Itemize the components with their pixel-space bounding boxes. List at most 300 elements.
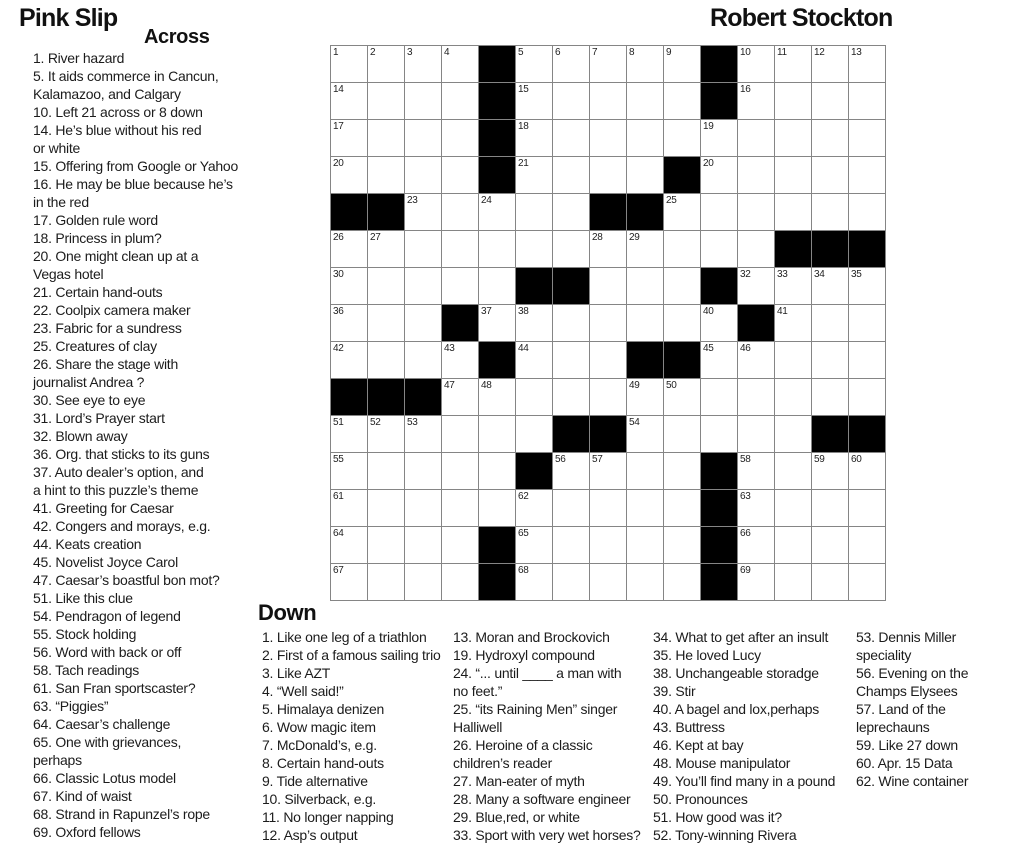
across-clue-line: 63. “Piggies” — [33, 698, 109, 714]
grid-cell[interactable] — [368, 157, 404, 193]
grid-cell[interactable] — [331, 564, 367, 600]
cell-number: 44 — [518, 343, 529, 354]
grid-cell[interactable] — [405, 490, 441, 526]
grid-cell[interactable] — [738, 46, 774, 82]
grid-cell[interactable] — [664, 490, 700, 526]
grid-cell[interactable] — [701, 416, 737, 452]
grid-cell[interactable] — [738, 527, 774, 563]
down-clue-line: 59. Like 27 down — [856, 737, 958, 753]
cell-number: 12 — [814, 47, 825, 58]
grid-cell[interactable] — [775, 416, 811, 452]
cell-number: 54 — [629, 417, 640, 428]
grid-cell[interactable] — [405, 46, 441, 82]
grid-cell[interactable] — [627, 564, 663, 600]
grid-cell[interactable] — [405, 83, 441, 119]
across-clue-line: 65. One with grievances, — [33, 734, 182, 750]
cell-number: 53 — [407, 417, 418, 428]
grid-cell[interactable] — [405, 120, 441, 156]
grid-cell[interactable] — [405, 416, 441, 452]
cell-number: 67 — [333, 565, 344, 576]
grid-cell[interactable] — [442, 268, 478, 304]
cell-number: 66 — [740, 528, 751, 539]
across-clue-line: 45. Novelist Joyce Carol — [33, 554, 178, 570]
grid-cell[interactable] — [627, 83, 663, 119]
grid-cell[interactable] — [553, 194, 589, 230]
across-clue-line: 47. Caesar’s boastful bon mot? — [33, 572, 220, 588]
across-clue-line: a hint to this puzzle’s theme — [33, 482, 199, 498]
grid-cell[interactable] — [331, 46, 367, 82]
down-clue-line: 39. Stir — [653, 683, 696, 699]
grid-cell[interactable] — [590, 342, 626, 378]
grid-cell[interactable] — [812, 453, 848, 489]
grid-cell[interactable] — [368, 305, 404, 341]
cell-number: 59 — [814, 454, 825, 465]
black-cell — [516, 453, 552, 489]
black-cell — [479, 120, 515, 156]
grid-cell[interactable] — [664, 305, 700, 341]
grid-cell[interactable] — [368, 564, 404, 600]
grid-cell[interactable] — [849, 83, 885, 119]
cell-number: 24 — [481, 195, 492, 206]
grid-cell[interactable] — [553, 379, 589, 415]
down-clue-line: 46. Kept at bay — [653, 737, 744, 753]
across-clue-line: or white — [33, 140, 81, 156]
grid-cell[interactable] — [331, 120, 367, 156]
grid-cell[interactable] — [331, 268, 367, 304]
grid-cell[interactable] — [775, 453, 811, 489]
grid-cell[interactable] — [590, 564, 626, 600]
grid-cell[interactable] — [627, 120, 663, 156]
across-clue-line: 22. Coolpix camera maker — [33, 302, 191, 318]
grid-cell[interactable] — [849, 120, 885, 156]
cell-number: 17 — [333, 121, 344, 132]
down-clue-line: 38. Unchangeable storadge — [653, 665, 819, 681]
grid-cell[interactable] — [664, 231, 700, 267]
grid-cell[interactable] — [849, 490, 885, 526]
grid-cell[interactable] — [701, 194, 737, 230]
grid-cell[interactable] — [405, 564, 441, 600]
grid-cell[interactable] — [553, 564, 589, 600]
grid-cell[interactable] — [331, 490, 367, 526]
grid-cell[interactable] — [738, 120, 774, 156]
across-clue-line: journalist Andrea ? — [33, 374, 145, 390]
grid-cell[interactable] — [627, 490, 663, 526]
grid-cell[interactable] — [442, 157, 478, 193]
grid-cell[interactable] — [738, 416, 774, 452]
grid-cell[interactable] — [812, 527, 848, 563]
grid-cell[interactable] — [442, 453, 478, 489]
cell-number: 14 — [333, 84, 344, 95]
across-clue-line: 14. He’s blue without his red — [33, 122, 202, 138]
grid-cell[interactable] — [775, 490, 811, 526]
puzzle-author: Robert Stockton — [710, 4, 893, 32]
across-clue-line: 17. Golden rule word — [33, 212, 158, 228]
down-clue-line: 27. Man-eater of myth — [453, 773, 585, 789]
across-clue-line: 41. Greeting for Caesar — [33, 500, 174, 516]
black-cell — [775, 231, 811, 267]
grid-cell[interactable] — [368, 120, 404, 156]
cell-number: 55 — [333, 454, 344, 465]
grid-cell[interactable] — [331, 342, 367, 378]
grid-cell[interactable] — [553, 490, 589, 526]
across-clue-line: 31. Lord’s Prayer start — [33, 410, 165, 426]
grid-cell[interactable] — [553, 305, 589, 341]
down-clue-line: 8. Certain hand-outs — [262, 755, 384, 771]
cell-number: 50 — [666, 380, 677, 391]
grid-cell[interactable] — [331, 231, 367, 267]
cell-number: 19 — [703, 121, 714, 132]
grid-cell[interactable] — [812, 490, 848, 526]
grid-cell[interactable] — [849, 194, 885, 230]
grid-cell[interactable] — [701, 379, 737, 415]
cell-number: 52 — [370, 417, 381, 428]
grid-cell[interactable] — [627, 231, 663, 267]
grid-cell[interactable] — [627, 305, 663, 341]
grid-cell[interactable] — [331, 157, 367, 193]
cell-number: 48 — [481, 380, 492, 391]
grid-cell[interactable] — [553, 231, 589, 267]
grid-cell[interactable] — [479, 268, 515, 304]
cell-number: 35 — [851, 269, 862, 280]
grid-cell[interactable] — [368, 416, 404, 452]
grid-cell[interactable] — [738, 342, 774, 378]
across-clue-line: 1. River hazard — [33, 50, 125, 66]
grid-cell[interactable] — [775, 527, 811, 563]
grid-cell[interactable] — [516, 157, 552, 193]
across-clue-line: 16. He may be blue because he’s — [33, 176, 233, 192]
grid-cell[interactable] — [664, 564, 700, 600]
across-clue-line: 42. Congers and morays, e.g. — [33, 518, 211, 534]
grid-cell[interactable] — [627, 268, 663, 304]
grid-cell[interactable] — [553, 527, 589, 563]
grid-cell[interactable] — [664, 120, 700, 156]
grid-cell[interactable] — [442, 120, 478, 156]
grid-cell[interactable] — [812, 194, 848, 230]
grid-cell[interactable] — [849, 379, 885, 415]
black-cell — [368, 194, 404, 230]
grid-cell[interactable] — [664, 268, 700, 304]
cell-number: 61 — [333, 491, 344, 502]
grid-cell[interactable] — [849, 527, 885, 563]
grid-cell[interactable] — [516, 194, 552, 230]
across-clue-line: Vegas hotel — [33, 266, 104, 282]
down-clue-column-1 — [262, 628, 452, 844]
grid-cell[interactable] — [553, 83, 589, 119]
black-cell — [701, 490, 737, 526]
grid-cell[interactable] — [442, 379, 478, 415]
cell-number: 68 — [518, 565, 529, 576]
down-clue-line: 4. “Well said!” — [262, 683, 344, 699]
cell-number: 20 — [333, 158, 344, 169]
across-clue-line: 64. Caesar’s challenge — [33, 716, 171, 732]
grid-cell[interactable] — [627, 46, 663, 82]
grid-cell[interactable] — [405, 305, 441, 341]
down-clue-line: 33. Sport with very wet horses? — [453, 827, 641, 843]
grid-cell[interactable] — [701, 157, 737, 193]
grid-cell[interactable] — [664, 527, 700, 563]
grid-cell[interactable] — [553, 157, 589, 193]
grid-cell[interactable] — [849, 342, 885, 378]
black-cell — [479, 564, 515, 600]
grid-cell[interactable] — [516, 416, 552, 452]
grid-cell[interactable] — [812, 157, 848, 193]
cell-number: 42 — [333, 343, 344, 354]
down-clue-line: 13. Moran and Brockovich — [453, 629, 610, 645]
grid-cell[interactable] — [775, 83, 811, 119]
grid-cell[interactable] — [849, 305, 885, 341]
down-clue-line: Champs Elysees — [856, 683, 958, 699]
grid-cell[interactable] — [479, 194, 515, 230]
grid-cell[interactable] — [331, 527, 367, 563]
grid-cell[interactable] — [516, 564, 552, 600]
grid-cell[interactable] — [664, 416, 700, 452]
grid-cell[interactable] — [849, 453, 885, 489]
black-cell — [812, 416, 848, 452]
across-clue-line: 30. See eye to eye — [33, 392, 146, 408]
across-clue-line: 61. San Fran sportscaster? — [33, 680, 196, 696]
grid-cell[interactable] — [479, 305, 515, 341]
grid-cell[interactable] — [516, 490, 552, 526]
across-clue-line: 18. Princess in plum? — [33, 230, 162, 246]
grid-cell[interactable] — [627, 157, 663, 193]
down-clue-line: children’s reader — [453, 755, 552, 771]
down-clue-column-3 — [653, 628, 853, 844]
across-clue-line: 25. Creatures of clay — [33, 338, 157, 354]
across-clue-line: 36. Org. that sticks to its guns — [33, 446, 210, 462]
grid-cell[interactable] — [553, 120, 589, 156]
black-cell — [664, 342, 700, 378]
across-clue-line: 15. Offering from Google or Yahoo — [33, 158, 238, 174]
grid-cell[interactable] — [590, 120, 626, 156]
grid-cell[interactable] — [405, 194, 441, 230]
grid-cell[interactable] — [368, 527, 404, 563]
grid-cell[interactable] — [516, 120, 552, 156]
grid-cell[interactable] — [516, 379, 552, 415]
black-cell — [405, 379, 441, 415]
grid-cell[interactable] — [479, 379, 515, 415]
grid-cell[interactable] — [590, 83, 626, 119]
grid-cell[interactable] — [775, 46, 811, 82]
grid-cell[interactable] — [516, 231, 552, 267]
grid-cell[interactable] — [627, 379, 663, 415]
down-clue-line: no feet.” — [453, 683, 503, 699]
across-clue-line: 20. One might clean up at a — [33, 248, 199, 264]
grid-cell[interactable] — [479, 416, 515, 452]
grid-cell[interactable] — [553, 46, 589, 82]
grid-cell[interactable] — [331, 416, 367, 452]
grid-cell[interactable] — [442, 46, 478, 82]
grid-cell[interactable] — [442, 342, 478, 378]
black-cell — [331, 194, 367, 230]
grid-cell[interactable] — [627, 453, 663, 489]
grid-cell[interactable] — [775, 268, 811, 304]
grid-cell[interactable] — [590, 305, 626, 341]
black-cell — [479, 46, 515, 82]
cell-number: 26 — [333, 232, 344, 243]
across-clue-line: 26. Share the stage with — [33, 356, 178, 372]
grid-cell[interactable] — [812, 564, 848, 600]
grid-cell[interactable] — [849, 268, 885, 304]
grid-cell[interactable] — [368, 46, 404, 82]
grid-cell[interactable] — [331, 83, 367, 119]
grid-cell[interactable] — [812, 268, 848, 304]
grid-cell[interactable] — [442, 416, 478, 452]
grid-cell[interactable] — [664, 379, 700, 415]
grid-cell[interactable] — [442, 83, 478, 119]
grid-cell[interactable] — [701, 342, 737, 378]
black-cell — [479, 157, 515, 193]
down-clue-line: 11. No longer napping — [262, 809, 394, 825]
grid-cell[interactable] — [516, 83, 552, 119]
grid-cell[interactable] — [849, 46, 885, 82]
grid-cell[interactable] — [738, 157, 774, 193]
black-cell — [590, 416, 626, 452]
grid-cell[interactable] — [479, 453, 515, 489]
grid-cell[interactable] — [405, 231, 441, 267]
cell-number: 58 — [740, 454, 751, 465]
cell-number: 40 — [703, 306, 714, 317]
grid-cell[interactable] — [442, 231, 478, 267]
grid-cell[interactable] — [405, 268, 441, 304]
grid-cell[interactable] — [664, 83, 700, 119]
grid-cell[interactable] — [701, 231, 737, 267]
cell-number: 33 — [777, 269, 788, 280]
cell-number: 37 — [481, 306, 492, 317]
down-clue-column-4 — [856, 628, 1021, 790]
grid-cell[interactable] — [553, 453, 589, 489]
grid-cell[interactable] — [812, 379, 848, 415]
cell-number: 28 — [592, 232, 603, 243]
grid-cell[interactable] — [664, 194, 700, 230]
grid-cell[interactable] — [812, 120, 848, 156]
grid-cell[interactable] — [775, 342, 811, 378]
grid-cell[interactable] — [442, 194, 478, 230]
grid-cell[interactable] — [442, 527, 478, 563]
down-heading: Down — [258, 600, 317, 625]
grid-cell[interactable] — [738, 194, 774, 230]
grid-cell[interactable] — [331, 305, 367, 341]
grid-cell[interactable] — [664, 46, 700, 82]
cell-number: 23 — [407, 195, 418, 206]
grid-cell[interactable] — [775, 120, 811, 156]
crossword-grid — [330, 45, 886, 601]
grid-cell[interactable] — [331, 453, 367, 489]
cell-number: 30 — [333, 269, 344, 280]
grid-cell[interactable] — [775, 305, 811, 341]
down-clue-line: 6. Wow magic item — [262, 719, 376, 735]
grid-cell[interactable] — [738, 379, 774, 415]
grid-cell[interactable] — [590, 231, 626, 267]
across-clue-line: 69. Oxford fellows — [33, 824, 141, 840]
grid-cell[interactable] — [590, 527, 626, 563]
cell-number: 3 — [407, 47, 413, 58]
grid-cell[interactable] — [812, 46, 848, 82]
grid-cell[interactable] — [775, 194, 811, 230]
grid-cell[interactable] — [516, 305, 552, 341]
grid-cell[interactable] — [812, 83, 848, 119]
down-clue-line: 50. Pronounces — [653, 791, 748, 807]
grid-cell[interactable] — [590, 379, 626, 415]
grid-cell[interactable] — [368, 490, 404, 526]
grid-cell[interactable] — [812, 305, 848, 341]
grid-cell[interactable] — [368, 83, 404, 119]
grid-cell[interactable] — [701, 305, 737, 341]
grid-cell[interactable] — [738, 83, 774, 119]
grid-cell[interactable] — [442, 490, 478, 526]
grid-cell[interactable] — [849, 564, 885, 600]
grid-cell[interactable] — [590, 490, 626, 526]
down-clue-line: leprechauns — [856, 719, 930, 735]
black-cell — [664, 157, 700, 193]
grid-cell[interactable] — [738, 231, 774, 267]
grid-cell[interactable] — [812, 342, 848, 378]
black-cell — [479, 83, 515, 119]
cell-number: 27 — [370, 232, 381, 243]
grid-cell[interactable] — [368, 342, 404, 378]
grid-cell[interactable] — [590, 157, 626, 193]
grid-cell[interactable] — [775, 157, 811, 193]
grid-cell[interactable] — [405, 453, 441, 489]
black-cell — [701, 46, 737, 82]
grid-cell[interactable] — [627, 527, 663, 563]
grid-cell[interactable] — [479, 490, 515, 526]
grid-cell[interactable] — [738, 268, 774, 304]
across-clue-line: 68. Strand in Rapunzel’s rope — [33, 806, 210, 822]
grid-cell[interactable] — [590, 453, 626, 489]
down-clue-line: 56. Evening on the — [856, 665, 969, 681]
grid-cell[interactable] — [405, 157, 441, 193]
grid-cell[interactable] — [590, 46, 626, 82]
grid-cell[interactable] — [442, 564, 478, 600]
grid-cell[interactable] — [664, 453, 700, 489]
grid-cell[interactable] — [405, 527, 441, 563]
grid-cell[interactable] — [738, 453, 774, 489]
grid-cell[interactable] — [479, 231, 515, 267]
down-clue-line: 52. Tony-winning Rivera — [653, 827, 797, 843]
cell-number: 9 — [666, 47, 672, 58]
across-clue-line: 54. Pendragon of legend — [33, 608, 181, 624]
grid-cell[interactable] — [701, 120, 737, 156]
grid-cell[interactable] — [775, 379, 811, 415]
grid-cell[interactable] — [368, 453, 404, 489]
down-clue-line: 24. “... until ____ a man with — [453, 665, 622, 681]
down-clue-line: 10. Silverback, e.g. — [262, 791, 377, 807]
black-cell — [701, 268, 737, 304]
grid-cell[interactable] — [590, 268, 626, 304]
cell-number: 11 — [777, 47, 787, 58]
down-clue-line: speciality — [856, 647, 912, 663]
grid-cell[interactable] — [627, 416, 663, 452]
cell-number: 57 — [592, 454, 603, 465]
grid-cell[interactable] — [849, 157, 885, 193]
grid-cell[interactable] — [405, 342, 441, 378]
grid-cell[interactable] — [553, 342, 589, 378]
grid-cell[interactable] — [516, 342, 552, 378]
grid-cell[interactable] — [368, 268, 404, 304]
grid-cell[interactable] — [775, 564, 811, 600]
grid-cell[interactable] — [516, 46, 552, 82]
grid-cell[interactable] — [368, 231, 404, 267]
grid-cell[interactable] — [516, 527, 552, 563]
down-clue-line: 3. Like AZT — [262, 665, 331, 681]
grid-cell[interactable] — [738, 490, 774, 526]
cell-number: 64 — [333, 528, 344, 539]
cell-number: 38 — [518, 306, 529, 317]
grid-cell[interactable] — [738, 564, 774, 600]
cell-number: 36 — [333, 306, 344, 317]
cell-number: 18 — [518, 121, 529, 132]
down-clue-line: 1. Like one leg of a triathlon — [262, 629, 427, 645]
